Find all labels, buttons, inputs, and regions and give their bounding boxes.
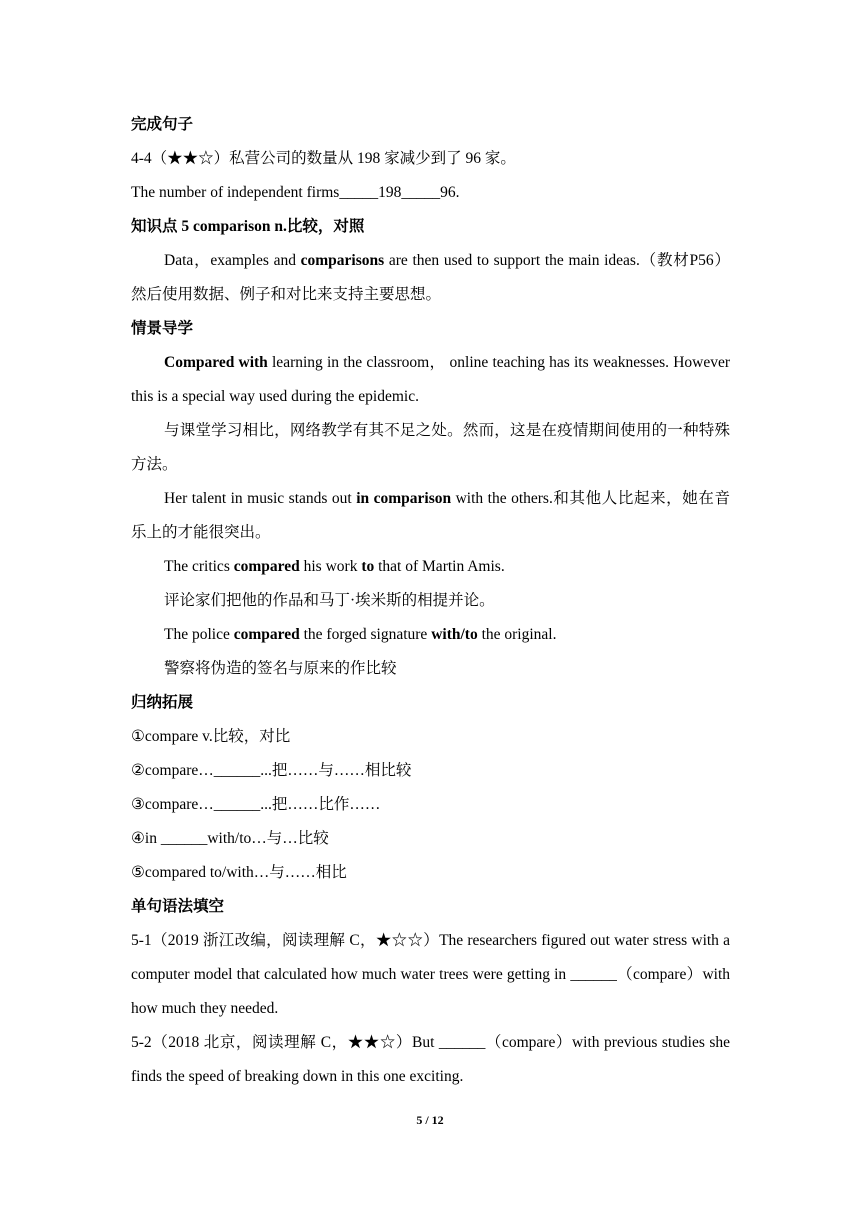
scenario-example-3: The critics compared his work to that of Martin Amis. <box>164 558 505 575</box>
scenario-example-4: The police compared the forged signature with/to the original. <box>164 626 557 643</box>
scenario-heading: 情景导学 <box>131 320 194 337</box>
summary-item: ④in ______with/to…与…比较 <box>131 830 329 847</box>
summary-item: ③compare…______...把……比作…… <box>131 796 381 813</box>
summary-item: ⑤compared to/with…与……相比 <box>131 864 347 881</box>
textbook-example: Data，examples and comparisons are then used to support the main ideas.（教材P56）然后使用数据、例子和对比来支持主要思想。 <box>131 252 730 303</box>
page-number: 5 / 12 <box>416 1113 444 1127</box>
section-heading-complete-sentences: 完成句子 <box>131 116 194 133</box>
summary-heading: 归纳拓展 <box>131 694 194 711</box>
question-5-2: 5-2（2018 北京，阅读理解 C，★★☆）But ______（compare）with previous studies she finds the speed of breaking down in this one exciting. <box>131 1034 730 1085</box>
question-5-1: 5-1（2019 浙江改编，阅读理解 C，★☆☆）The researchers figured out water stress with a computer model that calculated how much water trees were getting in ______（compare）with how much they needed. <box>131 932 730 1017</box>
page-content <box>131 108 730 1094</box>
summary-item: ②compare…______...把……与……相比较 <box>131 762 412 779</box>
question-4-4: 4-4（★★☆）私营公司的数量从 198 家减少到了 96 家。 <box>131 150 516 167</box>
grammar-fill-heading: 单句语法填空 <box>131 898 225 915</box>
scenario-example-3-translation: 评论家们把他的作品和马丁·埃米斯的相提并论。 <box>164 592 495 609</box>
scenario-example-1: Compared with learning in the classroom， online teaching has its weaknesses. However this is a special way used during the epidemic. <box>131 354 731 405</box>
question-4-4-english: The number of independent firms_____198_____96. <box>131 184 460 201</box>
summary-item: ①compare v.比较，对比 <box>131 728 291 745</box>
scenario-example-2: Her talent in music stands out in comparison with the others.和其他人比起来，她在音乐上的才能很突出。 <box>131 490 730 541</box>
scenario-example-1-translation: 与课堂学习相比，网络教学有其不足之处。然而，这是在疫情期间使用的一种特殊方法。 <box>131 422 730 473</box>
knowledge-point-5-heading: 知识点 5 comparison n.比较，对照 <box>131 218 365 235</box>
scenario-example-4-translation: 警察将伪造的签名与原来的作比较 <box>164 660 397 677</box>
